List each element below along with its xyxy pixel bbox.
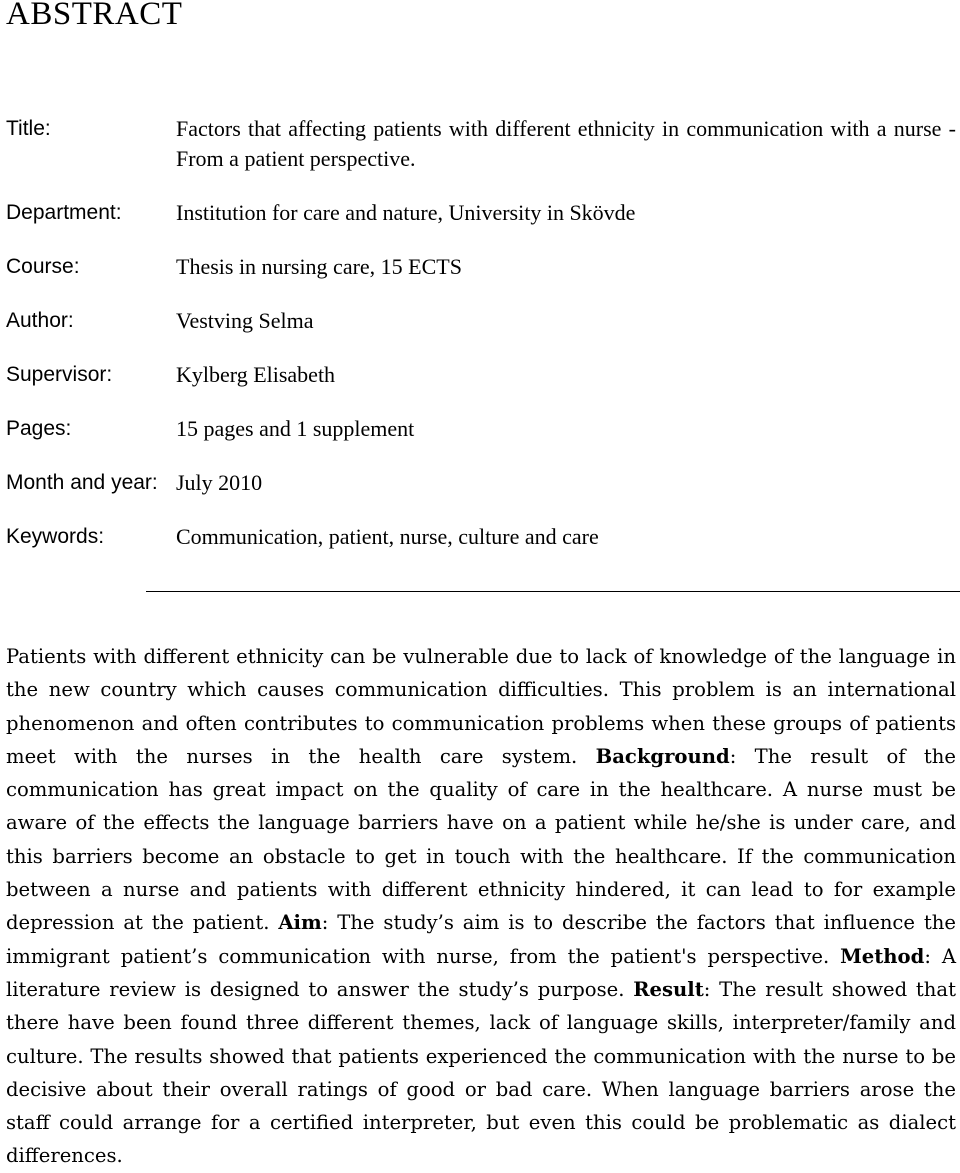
title-label: Title: [6,117,51,140]
author-value: Vestving Selma [176,308,314,333]
meta-row-keywords [6,522,960,552]
meta-row-pages [6,414,960,444]
month-year-label: Month and year: [6,471,158,494]
method-text: : A literature review is designed to answer the study’s purpose. [6,944,956,1001]
section-divider [146,591,960,592]
abstract-body [6,640,956,1173]
aim-label: Aim [278,911,322,935]
author-label: Author: [6,309,74,332]
title-value: Factors that affecting patients with different ethnicity in communication with a nurse - From a patient perspective. [176,116,956,171]
result-label: Result [633,977,704,1001]
department-label: Department: [6,201,122,224]
page-heading: ABSTRACT [6,0,183,32]
meta-row-supervisor [6,360,960,390]
background-text: : The result of the communication has great impact on the quality of care in the healthcare. A nurse must be aware of the effects the language barriers have on a patient while he/she is under care, and this barriers become an obstacle to get in touch with the healthcare. If the communication between a nurse and patients with different ethnicity hindered, it can lead to for example depression at the patient. [6,744,956,935]
meta-row-department [6,198,960,228]
supervisor-label: Supervisor: [6,363,113,386]
pages-value: 15 pages and 1 supplement [176,416,415,441]
method-label: Method [840,944,925,968]
keywords-label: Keywords: [6,525,105,548]
result-text: : The result showed that there have been found three different themes, lack of language skills, interpreter/family and culture. The results showed that patients experienced the communication with the nurse to be decisive about their overall ratings of good or bad care. When language barriers arose the staff could arrange for a certified interpreter, but even this could be problematic as dialect differences. [6,977,956,1168]
abstract-intro: Patients with different ethnicity can be vulnerable due to lack of knowledge of the language in the new country which causes communication difficulties. This problem is an international phenomenon and often contributes to communication problems when these groups of patients meet with the nurses in the health care system. [6,645,956,768]
course-label: Course: [6,255,80,278]
meta-row-author [6,306,960,336]
keywords-value: Communication, patient, nurse, culture and care [176,524,599,549]
meta-row-month-year [6,468,960,498]
department-value: Institution for care and nature, University in Skövde [176,200,636,225]
meta-row-title [6,114,960,174]
aim-text: : The study’s aim is to describe the factors that influence the immigrant patient’s communication with nurse, from the patient's perspective. [6,911,956,968]
background-label: Background [595,744,730,768]
month-year-value: July 2010 [176,470,263,495]
meta-row-course [6,252,960,282]
metadata-table [6,114,960,576]
pages-label: Pages: [6,417,72,440]
supervisor-value: Kylberg Elisabeth [176,362,336,387]
course-value: Thesis in nursing care, 15 ECTS [176,254,462,279]
